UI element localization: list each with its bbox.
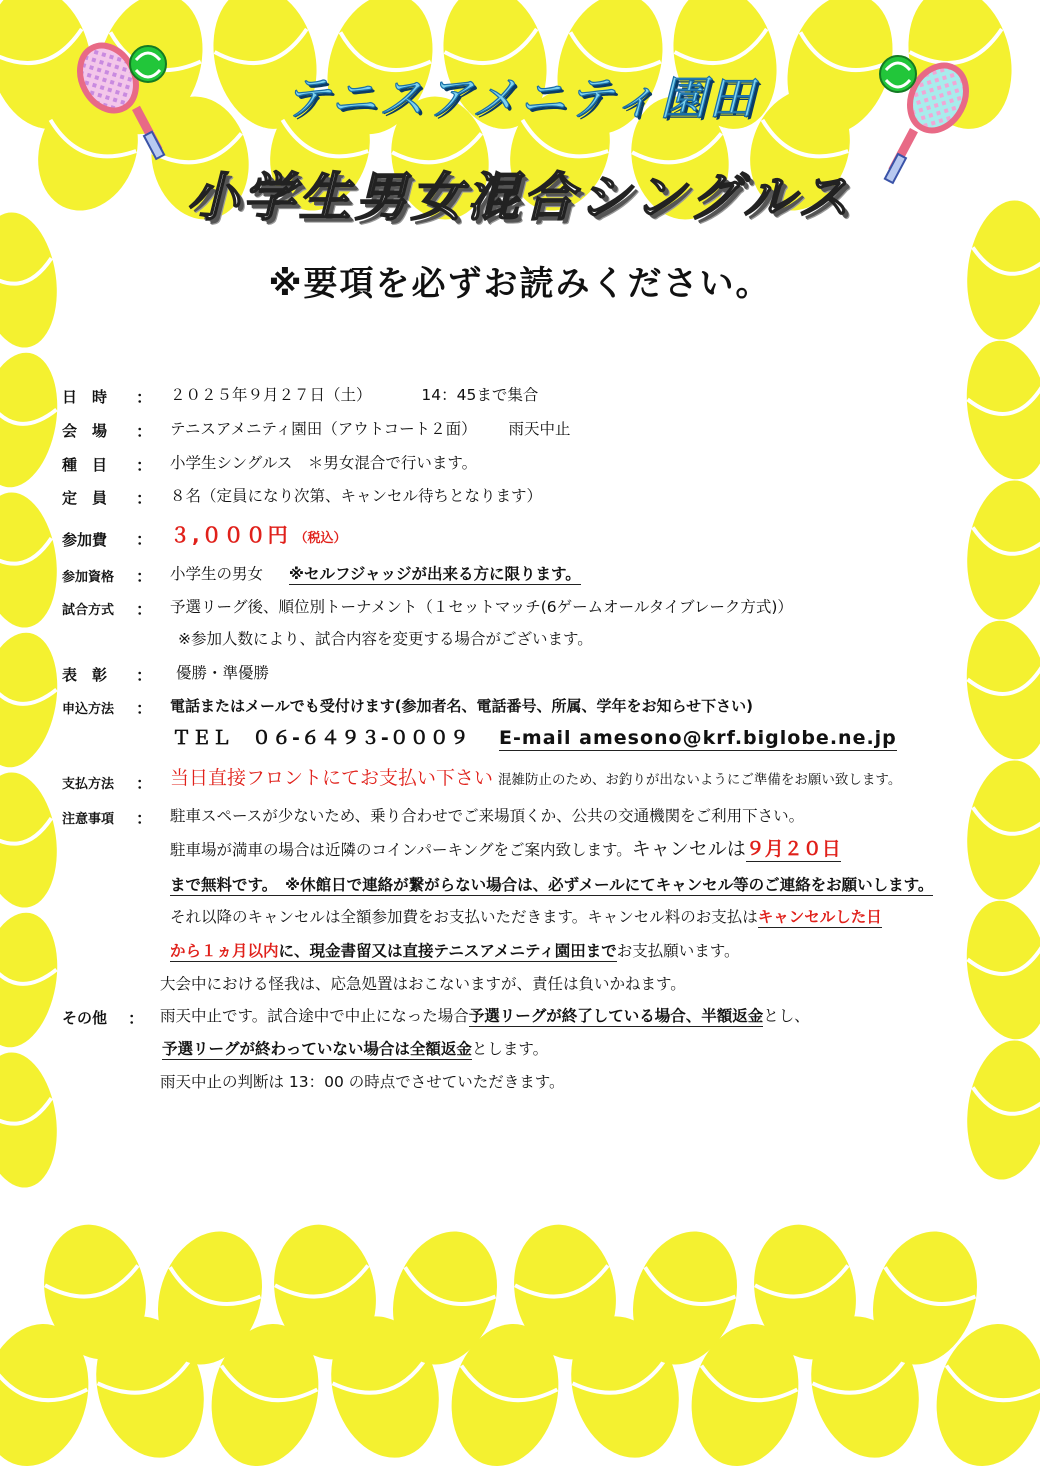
- event-value: 小学生シングルス ＊男女混合で行います。: [170, 454, 478, 472]
- label-fee: 参加費: [62, 531, 108, 549]
- colon: ：: [136, 600, 153, 619]
- tennis-ball-icon: [0, 346, 67, 493]
- tennis-ball-icon: [0, 487, 65, 632]
- label-event: 種 目: [62, 456, 108, 474]
- label-capacity: 定 員: [62, 489, 108, 507]
- colon: ：: [128, 1009, 145, 1028]
- read-notice: ※要項を必ずお読みください。: [268, 264, 772, 304]
- notes-cancel-date: ９月２０日: [745, 838, 841, 860]
- event-date: ２０２５年９月２７日（土）: [170, 386, 372, 404]
- email-address[interactable]: E-mail amesono@krf.biglobe.ne.jp: [499, 727, 897, 749]
- tennis-ball-icon: [956, 334, 1040, 486]
- other-rain: 雨天中止です。試合途中で中止になった場合: [160, 1007, 469, 1025]
- venue-value: [170, 418, 570, 440]
- other-line-3: 雨天中止の判断は 13：00 の時点でさせていただきます。: [160, 1073, 565, 1091]
- notes-within-month: から１ヵ月以内: [170, 942, 279, 960]
- notes-cancel-day: キャンセルした日: [757, 908, 882, 926]
- colon: ：: [136, 809, 153, 828]
- label-date: 日 時: [62, 388, 108, 406]
- notes-cancel-fee: それ以降のキャンセルは全額参加費をお支払いただきます。キャンセル料のお支払は: [170, 908, 758, 926]
- tennis-ball-icon: [956, 894, 1040, 1046]
- notes-line-4: [170, 906, 882, 928]
- tennis-ball-icon: [0, 1047, 65, 1192]
- notes-payment-method: に、現金書留又は直接テニスアメニティ園田まで: [278, 942, 617, 960]
- capacity-value: ８名（定員になり次第、キャンセル待ちとなります）: [170, 487, 543, 505]
- gather-time: 14：45まで集合: [421, 386, 539, 404]
- tennis-ball-icon: [959, 1035, 1040, 1185]
- colon: ：: [136, 699, 153, 718]
- payment-value: [170, 767, 901, 791]
- colon: ：: [136, 530, 153, 549]
- notes-line-1: 駐車スペースが少ないため、乗り合わせでご来場頂くか、公共の交通機関をご利用下さい。: [170, 807, 805, 825]
- award-value: 優勝・準優勝: [176, 664, 270, 682]
- eligibility-text: 小学生の男女: [170, 565, 264, 583]
- label-eligibility: 参加資格: [62, 570, 115, 585]
- notes-line-5: [170, 940, 740, 962]
- colon: ：: [136, 388, 153, 407]
- eligibility-value: [170, 563, 581, 585]
- notes-line-2: [170, 838, 841, 861]
- label-notes: 注意事項: [62, 812, 115, 827]
- notes-pay-request: お支払願います。: [616, 942, 740, 960]
- colon: ：: [136, 489, 153, 508]
- other-line2-end: とします。: [471, 1040, 549, 1058]
- apply-value: 電話またはメールでも受付けます(参加者名、電話番号、所属、学年をお知らせ下さい): [170, 697, 753, 715]
- tel-number: ＴＥＬ ０６-６４９３-０００９: [172, 727, 470, 749]
- facility-title: テニスアメニティ園田: [284, 71, 756, 125]
- other-line1-end: とし、: [763, 1007, 810, 1025]
- event-title: 小学生男女混合シングルス: [186, 168, 854, 228]
- notes-line-6: 大会中における怪我は、応急処置はおこないますが、責任は負いかねます。: [160, 975, 686, 993]
- tennis-ball-icon: [0, 767, 65, 912]
- notes-parking: 駐車場が満車の場合は近隣のコインパーキングをご案内致します。: [170, 841, 632, 859]
- other-full-refund: 予選リーグが終わっていない場合は全額返金: [162, 1040, 472, 1058]
- colon: ：: [136, 456, 153, 475]
- notes-cancel-prefix: キャンセルは: [631, 838, 746, 860]
- other-line-2: [162, 1038, 548, 1060]
- colon: ：: [136, 666, 153, 685]
- label-format: 試合方式: [62, 603, 115, 618]
- venue-name: テニスアメニティ園田（アウトコート２面）: [170, 420, 477, 438]
- notes-free-cancel: まで無料です。 ※休館日で連絡が繋がらない場合は、必ずメールにてキャンセル等のご連絡をお願いします。: [170, 876, 934, 894]
- tennis-ball-icon: [959, 475, 1040, 625]
- format-note: ※参加人数により、試合内容を変更する場合がございます。: [178, 630, 593, 648]
- payment-note: 混雑防止のため、お釣りが出ないようにご準備をお願い致します。: [497, 772, 902, 788]
- date-value: [170, 384, 538, 406]
- other-line-1: [160, 1005, 810, 1027]
- apply-contact: [172, 727, 897, 749]
- tennis-ball-icon: [0, 626, 67, 773]
- label-payment: 支払方法: [62, 777, 115, 792]
- notes-line-3: [170, 874, 933, 896]
- payment-text: 当日直接フロントにてお支払い下さい: [170, 767, 494, 789]
- label-apply: 申込方法: [62, 702, 115, 717]
- tennis-ball-icon: [0, 906, 67, 1053]
- colon: ：: [136, 774, 153, 793]
- fee-value: [170, 524, 347, 550]
- other-half-refund: 予選リーグが終了している場合、半額返金: [468, 1007, 764, 1025]
- eligibility-note: ※セルフジャッジが出来る方に限ります。: [288, 565, 581, 583]
- fee-tax: （税込）: [294, 531, 347, 546]
- label-venue: 会 場: [62, 422, 108, 440]
- venue-rain: 雨天中止: [508, 420, 571, 438]
- tennis-ball-icon: [959, 755, 1040, 905]
- label-award: 表 彰: [62, 666, 108, 684]
- tennis-ball-icon: [956, 614, 1040, 766]
- label-other: その他: [62, 1009, 108, 1027]
- colon: ：: [136, 567, 153, 586]
- format-value: 予選リーグ後、順位別トーナメント（１セットマッチ(6ゲームオールタイブレーク方式)）: [170, 598, 793, 616]
- colon: ：: [136, 422, 153, 441]
- fee-amount: ３,０００円: [170, 523, 290, 547]
